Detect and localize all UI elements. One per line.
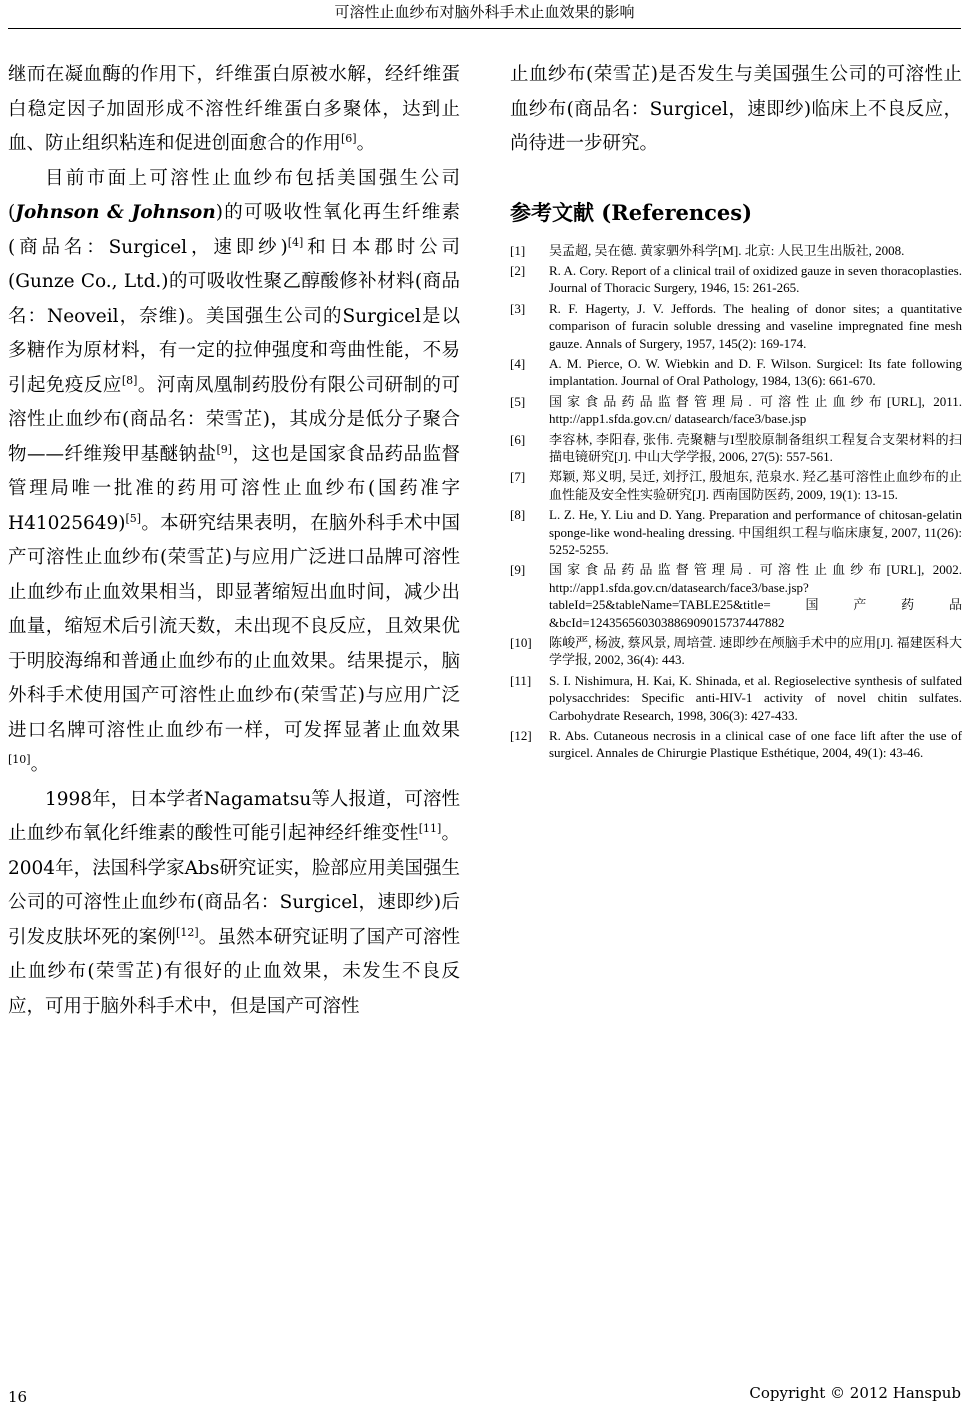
reference-item bbox=[510, 300, 962, 352]
paragraph-3: 1998年，日本学者Nagamatsu等人报道，可溶性止血纱布氧化纤维素的酸性可能引起神经纤维变性[11]。2004年，法国科学家Abs研究证实，脸部应用美国强生公司的可溶性止血纱布(商品名：Surgicel，速即纱)后引发皮肤坏死的案例[12]。虽然本研究证明了国产可溶性止血纱布(荣雪芷)有很好的止血效果，未发生不良反应，可用于脑外科手术中，但是国产可溶性 bbox=[8, 788, 460, 1017]
reference-number: [1] bbox=[510, 242, 526, 258]
reference-item bbox=[510, 506, 962, 558]
reference-number: [3] bbox=[510, 300, 526, 316]
references-heading: 参考文献 (References) bbox=[510, 199, 753, 225]
reference-number: [6] bbox=[510, 431, 526, 447]
reference-number: [8] bbox=[510, 507, 526, 523]
running-header: 可溶性止血纱布对脑外科手术止血效果的影响 bbox=[334, 3, 635, 21]
reference-number: [5] bbox=[510, 393, 526, 409]
left-column bbox=[8, 58, 460, 1024]
citation: [5] bbox=[125, 511, 142, 525]
citation: [4] bbox=[287, 235, 304, 249]
citation: [6] bbox=[341, 131, 357, 145]
paragraph-1: 继而在凝血酶的作用下，纤维蛋白原被水解，经纤维蛋白稳定因子加固形成不溶性纤维蛋白多聚体，达到止血、防止组织粘连和促进创面愈合的作用[6]。 bbox=[8, 64, 460, 154]
reference-text: 李容林, 李阳春, 张伟. 壳聚糖与I型胶原制备组织工程复合支架材料的扫描电镜研究[J]. 中山大学学报, 2006, 27(5): 557-561. bbox=[549, 431, 962, 464]
company-name: Johnson & Johnson bbox=[15, 202, 216, 223]
reference-item bbox=[510, 262, 962, 297]
right-column bbox=[510, 58, 962, 765]
reference-text: L. Z. He, Y. Liu and D. Yang. Preparation and performance of chitosan-gelatin sponge-like wond-healing dressing. 中国组织工程与临床康复, 2007, 11(26): 5252-5255. bbox=[549, 507, 962, 557]
citation: [9] bbox=[216, 442, 233, 456]
reference-text: 国家食品药品监督管理局. 可溶性止血纱布[URL], 2002. http://app1.sfda.gov.cn/datasearch/face3/base.jsp?tableId=25&tableName=TABLE25&title=国产药品&bcId=124356560303886909015737447882 bbox=[549, 562, 962, 630]
reference-item bbox=[510, 727, 962, 762]
citation: [11] bbox=[418, 821, 442, 835]
reference-text: S. I. Nishimura, H. Kai, K. Shinada, et al. Regioselective synthesis of sulfated polysacchrides: Specific anti-HIV-1 activity of novel chitin sulfates. Carbohydrate Research, 1998, 306(3): 427-433. bbox=[549, 672, 962, 723]
reference-item bbox=[510, 393, 962, 428]
paragraph-continuation: 止血纱布(荣雪芷)是否发生与美国强生公司的可溶性止血纱布(商品名：Surgicel，速即纱)临床上不良反应，尚待进一步研究。 bbox=[510, 64, 962, 154]
reference-item bbox=[510, 468, 962, 503]
reference-item bbox=[510, 431, 962, 466]
reference-text: R. A. Cory. Report of a clinical trail of oxidized gauze in seven thoracoplasties. Journal of Thoracic Surgery, 1946, 15: 261-265. bbox=[549, 262, 962, 296]
reference-item bbox=[510, 672, 962, 724]
reference-item bbox=[510, 355, 962, 390]
reference-text: 陈峻严, 杨波, 蔡风景, 周培萱. 速即纱在颅脑手术中的应用[J]. 福建医科大学学报, 2002, 36(4): 443. bbox=[549, 635, 962, 668]
reference-number: [7] bbox=[510, 469, 526, 485]
reference-text: 吴孟超, 吴在德. 黄家驷外科学[M]. 北京: 人民卫生出版社, 2008. bbox=[549, 242, 905, 258]
reference-item bbox=[510, 561, 962, 631]
reference-text: A. M. Pierce, O. W. Wiebkin and D. F. Wilson. Surgicel: Its fate following implantation. Journal of Oral Pathology, 1984, 13(6): 661-670. bbox=[549, 355, 962, 389]
reference-text: R. F. Hagerty, J. V. Jeffords. The healing of donor sites; a quantitative comparison of furacin soluble dressing and vaseline impregnated fine mesh gauze. Annals of Surgery, 1957, 145(2): 169-174. bbox=[549, 300, 962, 351]
page-number: 16 bbox=[8, 1388, 28, 1406]
header-rule bbox=[8, 28, 961, 29]
reference-number: [2] bbox=[510, 262, 526, 278]
citation: [10] bbox=[8, 752, 31, 766]
reference-list bbox=[510, 242, 962, 762]
reference-number: [11] bbox=[510, 672, 532, 688]
reference-item bbox=[510, 242, 962, 259]
reference-text: 郑颖, 郑义明, 吴迁, 刘抒江, 殷旭东, 范泉水. 羟乙基可溶性止血纱布的止血性能及安全性实验研究[J]. 西南国防医药, 2009, 19(1): 13-15. bbox=[549, 469, 962, 502]
citation: [12] bbox=[176, 925, 199, 939]
reference-number: [12] bbox=[510, 728, 532, 744]
reference-number: [9] bbox=[510, 562, 526, 578]
reference-item bbox=[510, 634, 962, 669]
reference-number: [4] bbox=[510, 355, 526, 371]
paragraph-2: 目前市面上可溶性止血纱布包括美国强生公司(Johnson & Johnson)的可吸收性氧化再生纤维素(商品名：Surgicel，速即纱)[4]和日本郡时公司(Gunze Co., Ltd.)的可吸收性聚乙醇酸修补材料(商品名：Neoveil，奈维)。美国强生公司的Surgicel是以多糖作为原材料，有一定的拉伸强度和弯曲性能，不易引起免疫反应[8]。河南凤凰制药股份有限公司研制的可溶性止血纱布(商品名：荣雪芷)，其成分是低分子聚合物——纤维羧甲基醚钠盐[9]，这也是国家食品药品监督管理局唯一批准的药用可溶性止血纱布(国药准字H41025649)[5]。本研究结果表明，在脑外科手术中国产可溶性止血纱布(荣雪芷)与应用广泛进口品牌可溶性止血纱布止血效果相当，即显著缩短出血时间，减少出血量，缩短术后引流天数，未出现不良反应，且效果优于明胶海绵和普通止血纱布的止血效果。结果提示，脑外科手术使用国产可溶性止血纱布(荣雪芷)与应用广泛进口名牌可溶性止血纱布一样，可发挥显著止血效果[10]。 bbox=[8, 167, 461, 775]
reference-text: 国家食品药品监督管理局. 可溶性止血纱布[URL], 2011. http://app1.sfda.gov.cn/ datasearch/face3/base.jsp bbox=[549, 393, 962, 427]
reference-number: [10] bbox=[510, 635, 532, 651]
citation: [8] bbox=[121, 373, 138, 387]
copyright-notice: Copyright © 2012 Hanspub bbox=[749, 1384, 961, 1402]
reference-text: R. Abs. Cutaneous necrosis in a clinical case of one face lift after the use of surgicel. Annales de Chirurgie Plastique Esthétique, 2004, 49(1): 43-46. bbox=[549, 728, 962, 761]
